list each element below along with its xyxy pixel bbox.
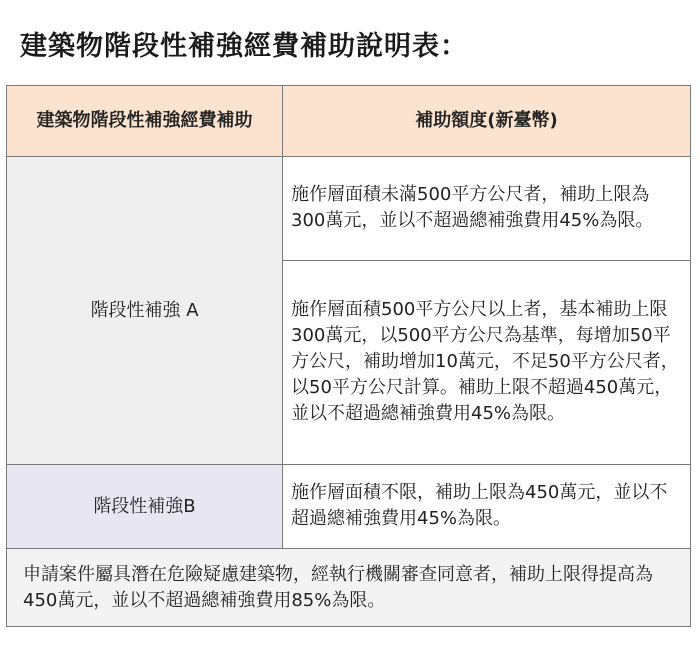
row-desc-stage-b: 施作層面積不限，補助上限為450萬元，並以不超過總補強費用45%為限。 xyxy=(283,465,691,549)
row-desc-stage-a-large: 施作層面積500平方公尺以上者，基本補助上限300萬元，以500平方公尺為基準，每增加50平方公尺，補助增加10萬元，不足50平方公尺者，以50平方公尺計算。補助上限不超過450萬元，並以不超過總補強費用45%為限。 xyxy=(283,261,691,465)
subsidy-table xyxy=(6,85,691,627)
table-row-footer xyxy=(7,549,691,627)
row-desc-stage-a-small: 施作層面積未滿500平方公尺者，補助上限為300萬元，並以不超過總補強費用45%為限。 xyxy=(283,157,691,261)
row-label-stage-b: 階段性補強B xyxy=(7,465,283,549)
page-title: 建築物階段性補強經費補助說明表： xyxy=(20,31,468,62)
footer-note: 申請案件屬具潛在危險疑慮建築物，經執行機關審查同意者，補助上限得提高為450萬元，並以不超過總補強費用85%為限。 xyxy=(7,549,691,627)
header-cell-amount: 補助額度(新臺幣) xyxy=(283,86,691,157)
table-header-row xyxy=(7,86,691,157)
header-cell-category: 建築物階段性補強經費補助 xyxy=(7,86,283,157)
row-label-stage-a: 階段性補強 A xyxy=(7,157,283,465)
table-row-stage-a xyxy=(7,157,691,261)
table-row-stage-b xyxy=(7,465,691,549)
